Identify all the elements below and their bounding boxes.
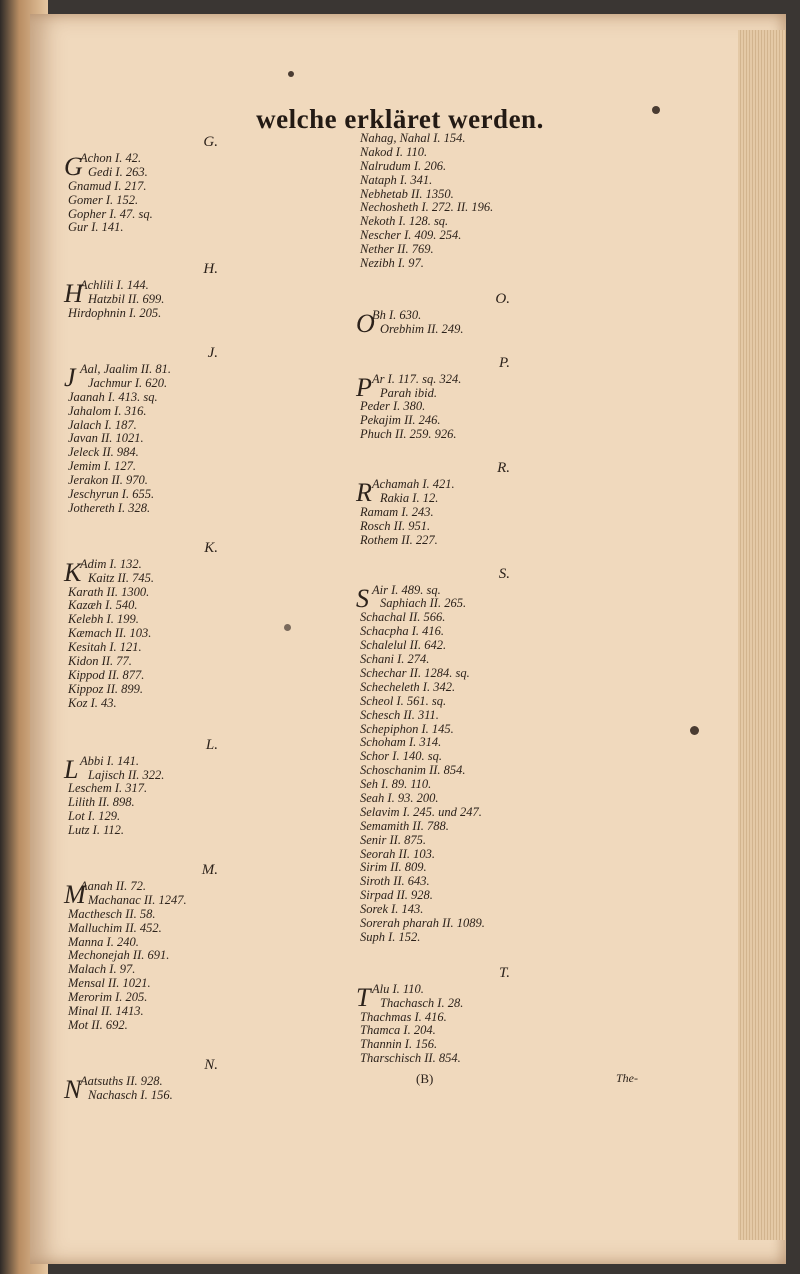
index-entry: Seh I. 89. 110.	[360, 777, 432, 792]
index-entry: Schechar II. 1284. sq.	[360, 665, 470, 680]
index-section	[64, 259, 238, 321]
index-entry: Nether II. 769.	[360, 242, 434, 257]
index-entry: Hirdophnin I. 205.	[68, 306, 162, 321]
index-entry: Lajisch II. 322.	[88, 767, 165, 782]
index-entry: Kippoz II. 899.	[68, 681, 143, 696]
index-entry: Mechonejah II. 691.	[68, 948, 170, 963]
catchword: The-	[616, 1071, 638, 1085]
index-entry: Jothereth I. 328.	[68, 500, 151, 515]
index-entry: Jerakon II. 970.	[68, 473, 148, 488]
index-entry: Saphiach II. 265.	[380, 596, 467, 611]
index-entry: Schoham I. 314.	[360, 735, 442, 750]
index-entry: Nekoth I. 128. sq.	[360, 214, 449, 229]
page-edges	[738, 30, 786, 1240]
index-entry: Parah ibid.	[380, 385, 437, 400]
index-section	[64, 860, 238, 1033]
index-entry: Nebhetab II. 1350.	[360, 186, 454, 201]
index-entry: Gnamud I. 217.	[68, 178, 147, 193]
section-letter: L.	[205, 736, 218, 753]
section-letter: O.	[495, 290, 510, 307]
index-entry: Kaitz II. 745.	[88, 570, 154, 585]
index-entry: Koz I. 43.	[68, 695, 117, 710]
index-entry: Nezibh I. 97.	[360, 256, 424, 271]
index-entry: Rosch II. 951.	[360, 518, 431, 533]
index-entry: S Air I. 489. sq.	[356, 582, 441, 613]
index-entry: Sorerah pharah II. 1089.	[360, 915, 485, 930]
index-entry: Minal II. 1413.	[68, 1003, 144, 1018]
index-entry: Lot I. 129.	[68, 809, 121, 824]
index-entry: Nescher I. 409. 254.	[360, 228, 462, 243]
index-entry: Rothem II. 227.	[360, 532, 438, 547]
index-entry: Nechosheth I. 272. II. 196.	[360, 200, 494, 215]
section-letter: S.	[498, 565, 510, 582]
index-entry: Kæmach II. 103.	[68, 626, 152, 641]
section-letter: J.	[207, 345, 218, 362]
index-entry: L Abbi I. 141.	[64, 753, 140, 784]
ink-spot	[690, 726, 699, 735]
drop-cap: S	[356, 583, 369, 613]
index-entry: Jeschyrun I. 655.	[68, 487, 155, 502]
index-section	[356, 564, 560, 945]
index-entry: Sirpad II. 928.	[360, 888, 433, 903]
section-letter: T.	[499, 964, 510, 981]
index-entry: Kippod II. 877.	[68, 667, 145, 682]
drop-cap: N	[64, 1074, 82, 1104]
drop-cap: O	[356, 308, 375, 338]
index-entry: G Achon I. 42.	[64, 151, 142, 181]
index-entry: Jachmur I. 620.	[88, 375, 168, 390]
drop-cap: R	[356, 478, 372, 508]
drop-cap: J	[64, 363, 76, 393]
drop-cap: K	[64, 557, 82, 587]
index-entry: Sorek I. 143.	[360, 902, 424, 917]
section-letter: H.	[203, 261, 218, 278]
index-entry: Leschem I. 317.	[68, 781, 148, 796]
index-entry: H Achlili I. 144.	[64, 278, 149, 309]
index-section	[356, 458, 560, 547]
index-section	[64, 538, 238, 711]
index-entry: P Ar I. 117. sq. 324.	[356, 371, 462, 402]
index-entry: Siroth II. 643.	[360, 874, 430, 889]
index-entry: Gur I. 141.	[68, 220, 124, 235]
index-entry: Tharschisch II. 854.	[360, 1051, 461, 1066]
index-entry: Javan II. 1021.	[68, 431, 144, 446]
index-entry: Schachal II. 566.	[360, 610, 446, 625]
index-entry: Jaanah I. 413. sq.	[68, 389, 158, 404]
index-section	[360, 132, 560, 271]
index-entry: Jemim I. 127.	[68, 459, 137, 474]
index-entry: Thannin I. 156.	[360, 1037, 438, 1052]
index-section	[356, 289, 560, 338]
section-letter: R.	[497, 460, 510, 477]
index-entry: Kesitah I. 121.	[68, 640, 142, 655]
index-entry: Kidon II. 77.	[68, 654, 132, 669]
section-letter: M.	[201, 861, 218, 878]
index-entry: T Alu I. 110.	[356, 981, 424, 1012]
index-entry: Jalach I. 187.	[68, 417, 137, 432]
index-entry: Phuch II. 259. 926.	[360, 427, 457, 442]
index-entry: Scheol I. 561. sq.	[360, 693, 447, 708]
index-entry: Seah I. 93. 200.	[360, 790, 439, 805]
drop-cap: M	[64, 879, 86, 909]
index-section	[356, 353, 560, 442]
index-entry: Schoschanim II. 854.	[360, 763, 466, 778]
drop-cap: P	[356, 372, 372, 402]
index-entry: Mensal II. 1021.	[68, 976, 151, 991]
drop-cap: T	[356, 982, 371, 1012]
index-entry: Selavim I. 245. und 247.	[360, 804, 482, 819]
index-entry: Macthesch II. 58.	[68, 906, 156, 921]
index-entry: N Aatsuths II. 928.	[64, 1073, 163, 1104]
index-entry: Nahag, Nahal I. 154.	[360, 131, 466, 145]
drop-cap: G	[64, 152, 83, 181]
index-entry: Lutz I. 112.	[68, 823, 125, 838]
index-entry: J Aal, Jaalim II. 81.	[64, 362, 171, 393]
signature-mark: (B)	[416, 1071, 434, 1086]
index-entry: Kelebh I. 199.	[68, 612, 139, 627]
index-entry: Gomer I. 152.	[68, 192, 139, 207]
index-entry: Schepiphon I. 145.	[360, 721, 454, 736]
index-entry: Rakia I. 12.	[380, 491, 439, 506]
index-entry: Senir II. 875.	[360, 832, 426, 847]
index-entry: Hatzbil II. 699.	[88, 292, 165, 307]
index-entry: Machanac II. 1247.	[88, 892, 187, 907]
index-section	[64, 132, 238, 235]
index-entry: Nachasch I. 156.	[88, 1087, 173, 1102]
index-entry: Jeleck II. 984.	[68, 445, 139, 460]
index-entry: Pekajim II. 246.	[360, 413, 441, 428]
index-entry: Mot II. 692.	[68, 1017, 128, 1032]
ink-spot	[288, 71, 294, 77]
section-letter: N.	[204, 1056, 218, 1073]
section-letter: G.	[203, 134, 218, 150]
index-entry: K Adim I. 132.	[64, 556, 142, 587]
index-entry: Karath II. 1300.	[68, 584, 150, 599]
index-entry: Merorim I. 205.	[68, 990, 148, 1005]
index-section	[64, 735, 238, 838]
index-entry: Suph I. 152.	[360, 929, 421, 944]
index-entry: Nataph I. 341.	[360, 172, 433, 187]
index-section	[64, 1055, 238, 1104]
index-entry: Thachmas I. 416.	[360, 1009, 447, 1024]
index-entry: Semamith II. 788.	[360, 818, 449, 833]
index-entry: Malach I. 97.	[68, 962, 136, 977]
index-entry: Schecheleth I. 342.	[360, 679, 456, 694]
index-entry: Schalelul II. 642.	[360, 638, 447, 653]
index-entry: Malluchim II. 452.	[68, 920, 162, 935]
index-entry: Schesch II. 311.	[360, 707, 439, 722]
index-entry: Lilith II. 898.	[68, 795, 135, 810]
index-entry: O Bh I. 630.	[356, 307, 422, 338]
index-entry: Orebhim II. 249.	[380, 321, 464, 336]
index-entry: Schor I. 140. sq.	[360, 749, 442, 764]
index-entry: Manna I. 240.	[68, 934, 139, 949]
page-header: welche erkläret werden.	[256, 104, 544, 134]
index-entry: Peder I. 380.	[360, 399, 426, 414]
index-section	[356, 963, 560, 1066]
drop-cap: L	[64, 754, 79, 784]
index-entry: Nakod I. 110.	[360, 144, 428, 159]
index-entry: Kazæh I. 540.	[68, 598, 138, 613]
index-entry: Sirim II. 809.	[360, 860, 427, 875]
section-letter: P.	[499, 354, 510, 371]
index-entry: Ramam I. 243.	[360, 504, 434, 519]
index-column-left	[64, 132, 238, 1104]
index-entry: Gopher I. 47. sq.	[68, 206, 153, 221]
section-letter: K.	[204, 539, 218, 556]
index-entry: Schacpha I. 416.	[360, 624, 445, 639]
ink-spot	[284, 624, 291, 631]
index-entry: Nalrudum I. 206.	[360, 158, 447, 173]
index-column-right	[356, 131, 560, 1066]
index-entry: R Achamah I. 421.	[356, 477, 455, 508]
drop-cap: H	[64, 279, 83, 309]
index-entry: Schani I. 274.	[360, 652, 430, 667]
index-entry: Thamca I. 204.	[360, 1023, 436, 1038]
index-entry: Gedi I. 263.	[88, 164, 148, 179]
index-entry: M Aanah II. 72.	[64, 878, 146, 909]
index-entry: Thachasch I. 28.	[380, 995, 464, 1010]
index-section	[64, 343, 238, 516]
index-entry: Seorah II. 103.	[360, 846, 435, 861]
index-entry: Jahalom I. 316.	[68, 403, 147, 418]
